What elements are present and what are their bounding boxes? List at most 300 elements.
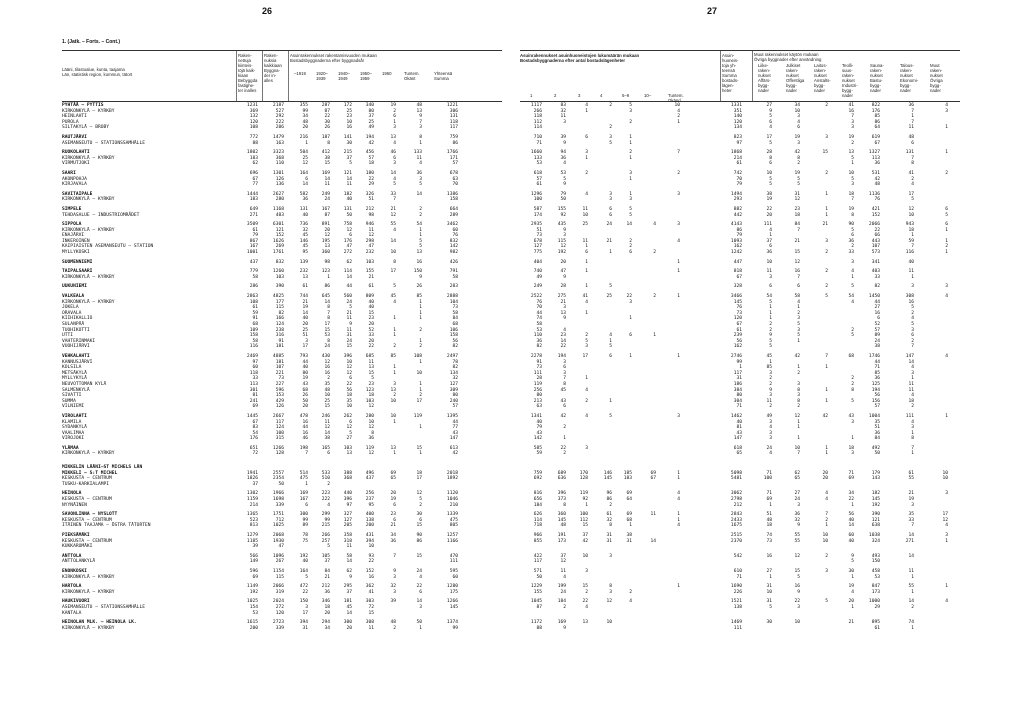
table-cell: 10: [942, 476, 948, 482]
column-header: 1950– 1959: [360, 71, 372, 81]
table-cell: 13: [416, 250, 422, 256]
table-cell: 87: [324, 108, 330, 114]
table-cell: 1: [629, 523, 632, 529]
table-cell: 31: [606, 533, 612, 538]
table-cell: 5: [609, 284, 612, 290]
location-name: VIROJOKI: [62, 436, 85, 442]
table-row: [520, 125, 960, 131]
table-cell: 48: [560, 523, 566, 529]
table-cell: 328: [733, 284, 742, 290]
table-cell: 8: [327, 305, 330, 311]
location-name: KIRKONKYLÄ – KYRKBY: [62, 108, 115, 114]
table-cell: 1: [769, 502, 772, 508]
table-cell: 24: [560, 589, 566, 595]
table-cell: 5: [851, 559, 854, 565]
table-cell: 4: [585, 299, 588, 305]
table-cell: 26: [416, 284, 422, 290]
table-cell: 114: [343, 269, 352, 275]
table-cell: 3323: [272, 150, 284, 156]
location-name: KIRKONKYLÄ – KYRKBY: [62, 197, 115, 203]
table-cell: 68: [252, 322, 258, 327]
table-cell: 118: [249, 370, 258, 376]
table-cell: 54: [848, 294, 854, 300]
table-cell: 3: [609, 191, 612, 197]
table-cell: 4: [825, 497, 828, 503]
table-cell: 15: [368, 310, 374, 316]
table-cell: 69: [252, 404, 258, 410]
table-cell: 1445: [246, 413, 258, 419]
table-cell: 10: [324, 393, 330, 399]
table-cell: 22: [582, 599, 588, 605]
table-cell: 832: [275, 259, 284, 265]
table-row: [62, 626, 502, 632]
table-cell: 2: [825, 553, 828, 559]
table-cell: 13: [390, 134, 396, 140]
column-header: 1920– 1939: [316, 71, 328, 81]
table-cell: 527: [275, 108, 284, 114]
table-cell: 131: [299, 206, 308, 212]
table-cell: 44: [536, 310, 542, 316]
table-cell: 18: [908, 398, 914, 404]
table-cell: 17: [582, 353, 588, 359]
table-cell: 31: [302, 625, 308, 631]
table-cell: 1266: [446, 599, 458, 605]
table-cell: 4: [393, 299, 396, 305]
table-cell: 2: [653, 294, 656, 300]
table-cell: 9: [769, 333, 772, 339]
table-cell: 6: [629, 333, 632, 339]
table-cell: 100: [579, 512, 588, 518]
table-cell: 4: [393, 176, 396, 182]
table-cell: 3462: [446, 222, 458, 228]
table-cell: 158: [449, 333, 458, 339]
table-cell: 6: [563, 365, 566, 371]
table-cell: 9: [851, 553, 854, 559]
table-cell: 982: [449, 250, 458, 256]
table-cell: 69: [252, 574, 258, 580]
table-cell: 199: [557, 584, 566, 590]
table-cell: 9: [769, 387, 772, 393]
table-cell: 90: [416, 533, 422, 538]
table-cell: 22: [346, 381, 352, 387]
table-cell: 390: [275, 284, 284, 290]
table-cell: 360: [321, 250, 330, 256]
table-cell: 13: [390, 387, 396, 393]
table-cell: 17: [766, 134, 772, 140]
table-cell: 1000: [868, 599, 880, 605]
table-cell: 4: [419, 161, 422, 167]
table-cell: 1892: [446, 476, 458, 482]
table-cell: 3: [851, 259, 854, 265]
table-cell: 18: [908, 227, 914, 233]
table-cell: 60: [452, 574, 458, 580]
table-cell: 8: [851, 387, 854, 393]
table-cell: 1365: [246, 512, 258, 518]
table-cell: 23: [368, 381, 374, 387]
table-cell: 1395: [446, 413, 458, 419]
table-cell: 222: [275, 119, 284, 125]
table-cell: 22: [794, 599, 800, 605]
table-cell: 649: [249, 206, 258, 212]
table-cell: 20: [766, 212, 772, 218]
table-cell: 1: [393, 365, 396, 371]
table-cell: 2: [825, 103, 828, 108]
table-cell: 24: [874, 338, 880, 344]
table-cell: 2: [629, 150, 632, 156]
table-cell: 191: [557, 533, 566, 538]
table-cell: 4: [585, 604, 588, 610]
table-cell: 155: [557, 206, 566, 212]
table-cell: 126: [275, 404, 284, 410]
table-cell: 11: [582, 206, 588, 212]
table-cell: 692: [533, 476, 542, 482]
table-row: [62, 250, 502, 256]
table-cell: 429: [275, 398, 284, 404]
table-cell: 116: [905, 250, 914, 256]
table-cell: 2667: [272, 413, 284, 419]
table-cell: 12: [368, 425, 374, 431]
table-cell: 117: [275, 419, 284, 425]
table-cell: 13: [302, 274, 308, 280]
table-cell: 16: [794, 269, 800, 275]
table-cell: 44: [874, 359, 880, 365]
table-cell: 5: [769, 182, 772, 188]
location-name: SIVATTI: [62, 393, 82, 399]
table-cell: 1149: [246, 584, 258, 590]
table-row: [62, 575, 502, 581]
table-cell: 443: [871, 238, 880, 244]
table-cell: 86: [736, 227, 742, 233]
table-cell: 8: [851, 212, 854, 218]
table-cell: 2: [945, 170, 948, 176]
table-cell: 5: [769, 344, 772, 350]
table-cell: 10: [766, 259, 772, 265]
table-cell: 809: [365, 294, 374, 300]
column-header: Tuntem. Okänd: [668, 93, 684, 103]
location-name: UTTI: [62, 333, 74, 339]
table-cell: 1: [851, 161, 854, 167]
table-cell: 42: [794, 353, 800, 359]
table-cell: 69: [650, 470, 656, 476]
table-cell: 8: [797, 155, 800, 161]
table-cell: 5: [419, 182, 422, 188]
table-cell: 36: [874, 161, 880, 167]
location-name: KAIPIAISTEN ASEMANSEUTU – STATION: [62, 244, 154, 250]
table-row: [520, 611, 960, 617]
location-name: HARTOLA: [62, 584, 82, 590]
table-cell: 1826: [246, 476, 258, 482]
table-cell: 4: [851, 299, 854, 305]
table-cell: 4: [797, 119, 800, 125]
table-header-left: [62, 50, 502, 102]
location-name: SIMPELE: [62, 206, 82, 212]
table-cell: 2: [851, 140, 854, 146]
table-cell: 103: [343, 445, 352, 451]
table-cell: 84: [324, 568, 330, 574]
table-cell: 272: [343, 250, 352, 256]
table-cell: 21: [346, 310, 352, 316]
table-cell: 571: [533, 568, 542, 574]
table-cell: 34: [302, 114, 308, 120]
table-cell: 8: [371, 430, 374, 436]
table-cell: 3: [769, 436, 772, 442]
other-buildings-group-header: Muut rakennukset käytön mukaan Övriga byggnader efter användning: [754, 52, 822, 62]
table-cell: 212: [733, 502, 742, 508]
table-cell: 1462: [730, 413, 742, 419]
table-cell: 136: [275, 182, 284, 188]
table-cell: 17: [324, 322, 330, 327]
table-cell: 19: [848, 206, 854, 212]
table-cell: 103: [275, 274, 284, 280]
table-cell: 1038: [868, 533, 880, 538]
table-cell: 169: [557, 620, 566, 626]
table-cell: 48: [766, 517, 772, 523]
table-cell: 1: [945, 227, 948, 233]
table-cell: 2515: [730, 533, 742, 538]
table-cell: 1: [629, 316, 632, 322]
table-cell: 162: [733, 344, 742, 350]
table-cell: 6: [851, 233, 854, 239]
table-cell: 185: [623, 470, 632, 476]
table-cell: 6: [769, 244, 772, 250]
table-cell: 6: [349, 376, 352, 382]
table-cell: 42: [794, 150, 800, 156]
table-cell: 50: [536, 574, 542, 580]
table-cell: 153: [275, 393, 284, 399]
column-header: 1960: [382, 71, 392, 76]
table-cell: 7: [797, 227, 800, 233]
table-cell: 266: [533, 108, 542, 114]
table-cell: 200: [365, 523, 374, 529]
table-cell: 596: [275, 387, 284, 393]
table-cell: 15: [794, 568, 800, 574]
table-cell: 3: [769, 274, 772, 280]
location-name: VAALIMAA: [62, 430, 85, 436]
table-cell: 5: [349, 305, 352, 311]
table-cell: 51: [766, 512, 772, 518]
table-cell: 71: [848, 470, 854, 476]
table-cell: 3: [609, 589, 612, 595]
table-cell: 11: [650, 512, 656, 518]
location-name: KANNUSJÄRVI: [62, 359, 93, 365]
table-cell: 2: [563, 425, 566, 431]
table-row: [520, 213, 960, 219]
table-cell: 1: [585, 259, 588, 265]
table-cell: 43: [302, 381, 308, 387]
table-row: [520, 182, 960, 188]
table-cell: 61: [536, 182, 542, 188]
table-cell: 42: [874, 176, 880, 182]
table-cell: 4: [419, 574, 422, 580]
table-cell: 14: [324, 176, 330, 182]
location-name: KIRJAVALA: [62, 182, 87, 188]
table-cell: 19: [908, 497, 914, 503]
table-cell: 61: [302, 284, 308, 290]
table-cell: 4143: [730, 222, 742, 228]
table-cell: 1660: [530, 150, 542, 156]
table-cell: 94: [560, 150, 566, 156]
table-cell: 31: [606, 538, 612, 544]
table-cell: 4: [945, 523, 948, 529]
table-cell: 5: [911, 305, 914, 311]
table-cell: 1: [629, 155, 632, 161]
table-cell: 1: [825, 398, 828, 404]
table-cell: 1: [945, 538, 948, 544]
table-cell: 12: [942, 517, 948, 523]
table-cell: 1: [769, 310, 772, 316]
table-row: [62, 260, 502, 266]
location-name: TUSKU-KARKIALAMPI: [62, 481, 110, 487]
table-cell: 1802: [246, 150, 258, 156]
location-name: SYDANKYLÄ: [62, 425, 87, 431]
table-cell: 6: [393, 517, 396, 523]
table-cell: 6: [911, 140, 914, 146]
table-cell: 1966: [272, 491, 284, 497]
table-cell: 5: [629, 103, 632, 108]
table-cell: 22: [560, 445, 566, 451]
table-cell: 131: [905, 150, 914, 156]
table-cell: 50: [874, 451, 880, 457]
table-cell: 22: [874, 227, 880, 233]
table-cell: 946: [365, 222, 374, 228]
table-cell: 7: [911, 445, 914, 451]
table-cell: 241: [249, 398, 258, 404]
location-name: NEUVOTTOMAN KYLÄ: [62, 381, 107, 387]
table-cell: 14: [390, 170, 396, 176]
table-cell: 14: [302, 310, 308, 316]
table-cell: 13: [390, 445, 396, 451]
table-cell: 3: [585, 445, 588, 451]
table-cell: 45: [766, 353, 772, 359]
table-cell: 20: [822, 470, 828, 476]
table-cell: 5: [629, 206, 632, 212]
table-cell: 51: [302, 333, 308, 339]
table-cell: 192: [557, 250, 566, 256]
table-cell: 1: [945, 413, 948, 419]
table-cell: 150: [299, 599, 308, 605]
table-cell: 2024: [272, 599, 284, 605]
table-cell: 11: [368, 359, 374, 365]
table-cell: 1025: [272, 523, 284, 529]
table-cell: 43: [536, 430, 542, 436]
table-cell: 12: [560, 244, 566, 250]
table-cell: 396: [557, 491, 566, 497]
table-cell: 772: [249, 134, 258, 140]
table-cell: 221: [275, 370, 284, 376]
table-cell: 3: [563, 370, 566, 376]
table-cell: 18: [848, 445, 854, 451]
table-cell: 42: [582, 538, 588, 544]
table-cell: 2: [911, 310, 914, 316]
table-cell: 238: [275, 327, 284, 333]
table-cell: 14: [302, 182, 308, 188]
location-name: SUMMA: [62, 398, 76, 404]
table-cell: 360: [557, 512, 566, 518]
table-cell: 38: [874, 344, 880, 350]
table-cell: 8: [911, 161, 914, 167]
table-cell: 87: [324, 212, 330, 218]
table-cell: 339: [275, 625, 284, 631]
table-cell: 26: [324, 125, 330, 131]
table-cell: 36: [368, 436, 374, 442]
table-cell: 36: [874, 430, 880, 436]
table-cell: 80: [302, 370, 308, 376]
table-row: [62, 197, 502, 203]
table-cell: 10: [674, 103, 680, 108]
table-cell: 5: [769, 299, 772, 305]
table-cell: 32: [390, 584, 396, 590]
table-cell: 10: [942, 470, 948, 476]
table-cell: 2: [825, 170, 828, 176]
table-cell: 98: [368, 212, 374, 218]
table-cell: 59: [536, 451, 542, 457]
table-cell: 87: [536, 604, 542, 610]
table-row: [520, 197, 960, 203]
location-name: SAARI: [62, 170, 76, 176]
table-cell: 134: [733, 125, 742, 131]
table-cell: 8: [563, 381, 566, 387]
table-cell: 1339: [446, 512, 458, 518]
table-cell: 368: [343, 476, 352, 482]
table-cell: 62: [346, 568, 352, 574]
table-cell: 40: [368, 299, 374, 305]
table-cell: 1: [585, 310, 588, 316]
table-cell: 3: [769, 370, 772, 376]
table-cell: 10: [582, 212, 588, 218]
table-cell: 5: [851, 176, 854, 182]
table-cell: 4: [563, 161, 566, 167]
table-cell: 3466: [730, 294, 742, 300]
table-cell: 3: [911, 327, 914, 333]
table-cell: 49: [368, 125, 374, 131]
table-cell: 10: [766, 170, 772, 176]
table-cell: 3: [609, 553, 612, 559]
table-cell: 2354: [272, 476, 284, 482]
table-cell: 5: [825, 599, 828, 605]
table-cell: 390: [871, 512, 880, 518]
table-cell: 1: [629, 176, 632, 182]
table-cell: 95: [302, 250, 308, 256]
table-continuation-title: 1. (Jatk. – Forts. – Cont.): [62, 39, 121, 45]
table-cell: 3: [911, 284, 914, 290]
location-name: ANTTOLA: [62, 553, 82, 559]
table-cell: 47: [368, 244, 374, 250]
table-cell: 11: [346, 182, 352, 188]
table-cell: 115: [275, 305, 284, 311]
table-cell: 89: [874, 333, 880, 339]
table-cell: 6: [797, 284, 800, 290]
table-cell: 1: [945, 125, 948, 131]
table-cell: 180: [365, 170, 374, 176]
table-cell: 232: [299, 269, 308, 275]
table-cell: 167: [321, 206, 330, 212]
table-cell: 2: [609, 125, 612, 131]
table-cell: 84: [452, 316, 458, 322]
table-cell: 183: [249, 155, 258, 161]
table-cell: 42: [452, 451, 458, 457]
table-cell: 295: [343, 584, 352, 590]
table-cell: 22: [416, 584, 422, 590]
table-cell: 435: [557, 222, 566, 228]
table-cell: 11: [908, 125, 914, 131]
table-cell: 44: [346, 284, 352, 290]
table-cell: 55: [794, 538, 800, 544]
table-cell: 216: [299, 134, 308, 140]
table-cell: 86: [324, 284, 330, 290]
table-cell: 2: [419, 344, 422, 350]
table-cell: 36: [874, 376, 880, 382]
table-cell: 1159: [246, 497, 258, 503]
